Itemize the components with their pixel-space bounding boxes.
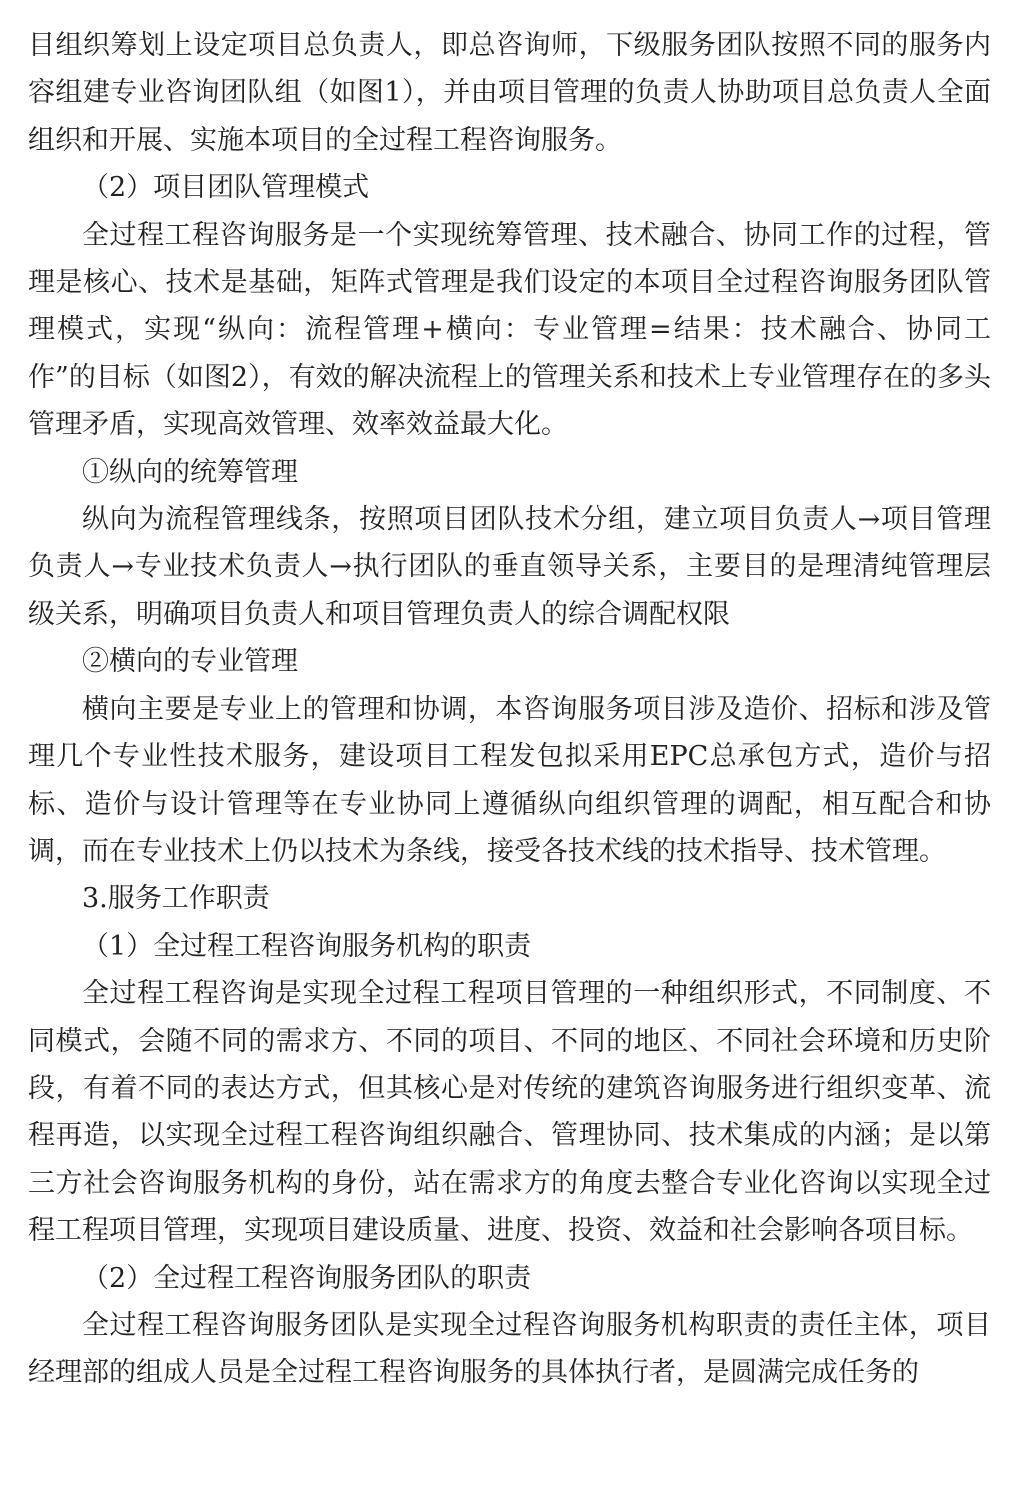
- heading-team-management-mode: （2）项目团队管理模式: [82, 172, 370, 204]
- paragraph-matrix-management: 全过程工程咨询服务是一个实现统筹管理、技术融合、协同工作的过程，管理是核心、技术是基础，矩阵式管理是我们设定的本项目全过程咨询服务团队管理模式，实现“纵向：流程管理+横向：专业管理=结果：技术融合、协同工作”的目标（如图2），有效的解决流程上的管理关系和技术上专业管理存在的多头管理矛盾，实现高效管理、效率效益最大化。: [28, 219, 991, 441]
- heading-vertical-management: ①纵向的统筹管理: [82, 456, 298, 488]
- heading-horizontal-management: ②横向的专业管理: [82, 646, 298, 678]
- document-page: [28, 22, 991, 1397]
- paragraph-institution-duties: 全过程工程咨询是实现全过程工程项目管理的一种组织形式，不同制度、不同模式，会随不同的需求方、不同的项目、不同的地区、不同社会环境和历史阶段，有着不同的表达方式，但其核心是对传统的建筑咨询服务进行组织变革、流程再造，以实现全过程工程咨询组织融合、管理协同、技术集成的内涵；是以第三方社会咨询服务机构的身份，站在需求方的角度去整合专业化咨询以实现全过程工程项目管理，实现项目建设质量、进度、投资、效益和社会影响各项目标。: [28, 978, 991, 1247]
- paragraph-horizontal-management: 横向主要是专业上的管理和协调，本咨询服务项目涉及造价、招标和涉及管理几个专业性技术服务，建设项目工程发包拟采用EPC总承包方式，造价与招标、造价与设计管理等在专业协同上遵循纵向组织管理的调配，相互配合和协调，而在专业技术上仍以技术为条线，接受各技术线的技术指导、技术管理。: [28, 693, 991, 867]
- paragraph-continued-intro: 目组织筹划上设定项目总负责人，即总咨询师，下级服务团队按照不同的服务内容组建专业咨询团队组（如图1），并由项目管理的负责人协助项目总负责人全面组织和开展、实施本项目的全过程工程咨询服务。: [28, 30, 991, 156]
- heading-service-duties: 3.服务工作职责: [82, 883, 270, 915]
- heading-team-duties: （2）全过程工程咨询服务团队的职责: [82, 1262, 532, 1294]
- paragraph-vertical-management: 纵向为流程管理线条，按照项目团队技术分组，建立项目负责人→项目管理负责人→专业技术负责人→执行团队的垂直领导关系，主要目的是理清纯管理层级关系，明确项目负责人和项目管理负责人的综合调配权限: [28, 504, 991, 630]
- heading-institution-duties: （1）全过程工程咨询服务机构的职责: [82, 930, 532, 962]
- paragraph-team-duties: 全过程工程咨询服务团队是实现全过程咨询服务机构职责的责任主体，项目经理部的组成人员是全过程工程咨询服务的具体执行者，是圆满完成任务的: [28, 1309, 991, 1389]
